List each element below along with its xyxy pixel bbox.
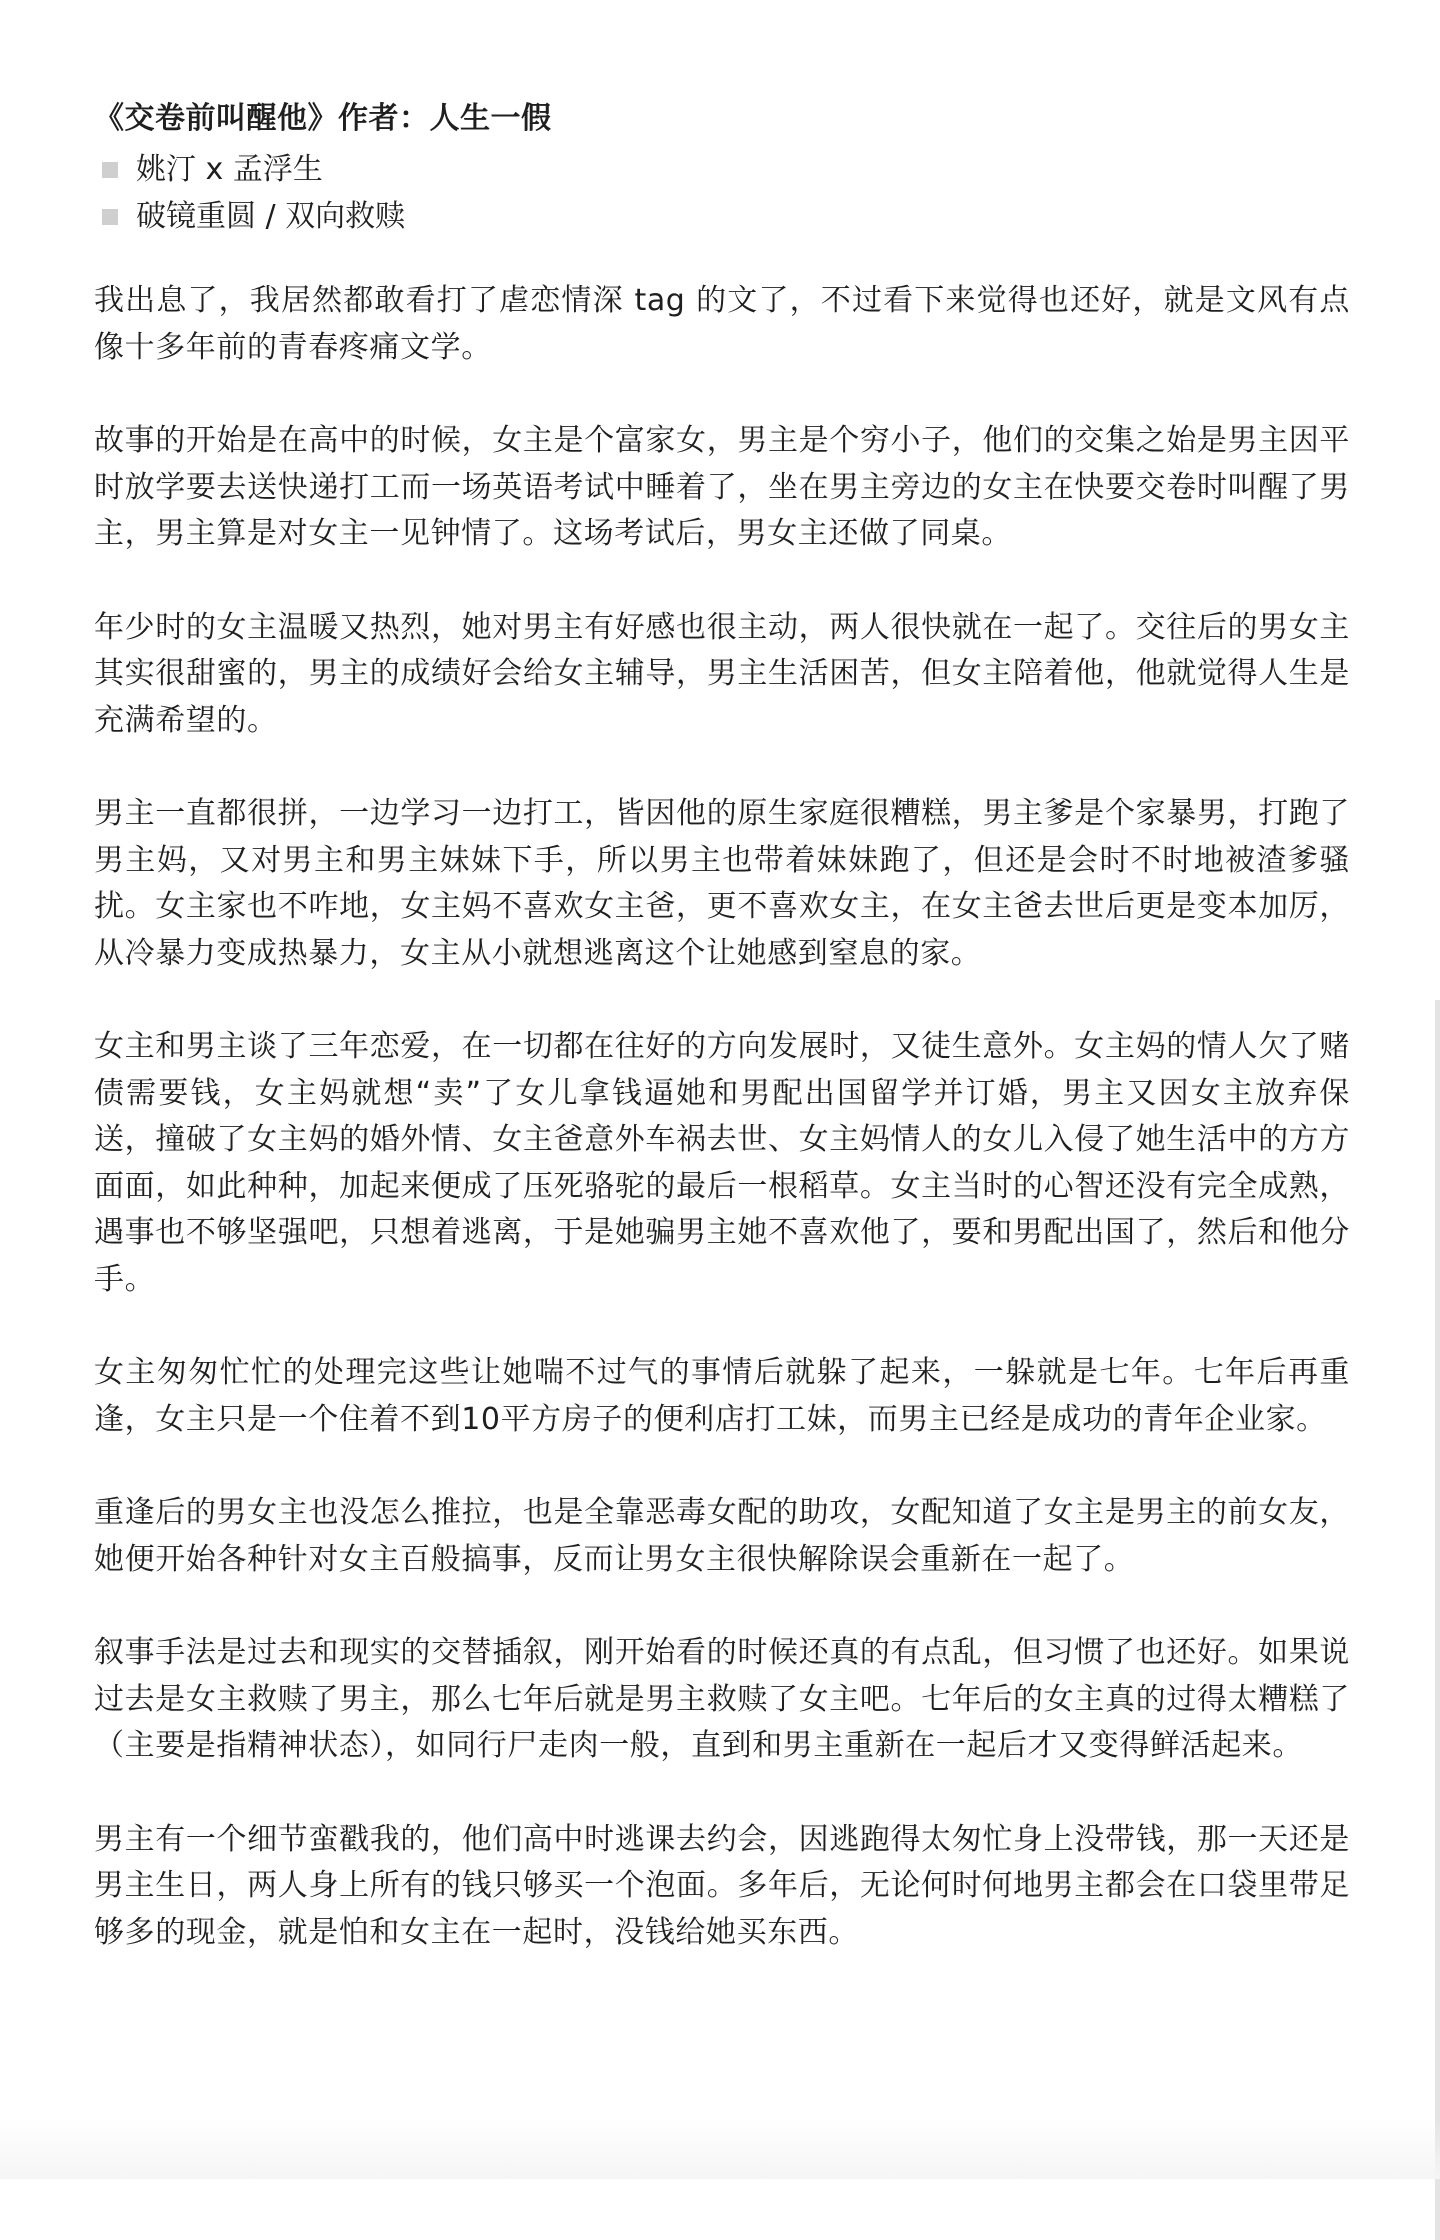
tag-label: 姚汀 x 孟浮生 [136,152,323,187]
review-paragraph: 年少时的女主温暖又热烈，她对男主有好感也很主动，两人很快就在一起了。交往后的男女主其实很甜蜜的，男主的成绩好会给女主辅导，男主生活困苦，但女主陪着他，他就觉得人生是充满希望的。 [94,609,1350,738]
review-paragraph: 叙事手法是过去和现实的交替插叙，刚开始看的时候还真的有点乱，但习惯了也还好。如果说过去是女主救赎了男主，那么七年后就是男主救赎了女主吧。七年后的女主真的过得太糟糕了（主要是指精神状态），如同行尸走肉一般，直到和男主重新在一起后才又变得鲜活起来。 [94,1635,1350,1763]
review-paragraph: 重逢后的男女主也没怎么推拉，也是全靠恶毒女配的助攻，女配知道了女主是男主的前女友，她便开始各种针对女主百般搞事，反而让男女主很快解除误会重新在一起了。 [94,1495,1350,1577]
scrollbar[interactable] [1435,1000,1440,2240]
review-paragraph: 我出息了，我居然都敢看打了虐恋情深 tag 的文了，不过看下来觉得也还好，就是文风有点像十多年前的青春疼痛文学。 [94,283,1350,365]
review-paragraph: 男主一直都很拼，一边学习一边打工，皆因他的原生家庭很糟糕，男主爹是个家暴男，打跑了男主妈，又对男主和男主妹妹下手，所以男主也带着妹妹跑了，但还是会时不时地被渣爹骚扰。女主家也不咋地，女主妈不喜欢女主爸，更不喜欢女主，在女主爸去世后更是变本加厉，从冷暴力变成热暴力，女主从小就想逃离这个让她感到窒息的家。 [94,796,1350,971]
bottom-fade [0,2119,1440,2179]
square-bullet-icon [102,162,118,178]
review-paragraph: 女主和男主谈了三年恋爱，在一切都在往好的方向发展时，又徒生意外。女主妈的情人欠了赌债需要钱，女主妈就想“卖”了女儿拿钱逼她和男配出国留学并订婚，男主又因女主放弃保送，撞破了女主妈的婚外情、女主爸意外车祸去世、女主妈情人的女儿入侵了她生活中的方方面面，如此种种，加起来便成了压死骆驼的最后一根稻草。女主当时的心智还没有完全成熟，遇事也不够坚强吧，只想着逃离，于是她骗男主她不喜欢他了，要和男配出国了，然后和他分手。 [94,1029,1350,1297]
tag-item-genre [94,193,1350,240]
tag-list [94,146,1350,240]
review-paragraph: 故事的开始是在高中的时候，女主是个富家女，男主是个穷小子，他们的交集之始是男主因平时放学要去送快递打工而一场英语考试中睡着了，坐在男主旁边的女主在快要交卷时叫醒了男主，男主算是对女主一见钟情了。这场考试后，男女主还做了同桌。 [94,423,1350,551]
book-title: 《交卷前叫醒他》作者：人生一假 [94,101,552,136]
tag-item-pairing [94,146,1350,193]
review-paragraph: 男主有一个细节蛮戳我的，他们高中时逃课去约会，因逃跑得太匆忙身上没带钱，那一天还是男主生日，两人身上所有的钱只够买一个泡面。多年后，无论何时何地男主都会在口袋里带足够多的现金，就是怕和女主在一起时，没钱给她买东西。 [94,1821,1350,1950]
review-paragraph: 女主匆匆忙忙的处理完这些让她喘不过气的事情后就躲了起来，一躲就是七年。七年后再重逢，女主只是一个住着不到10平方房子的便利店打工妹，而男主已经是成功的青年企业家。 [94,1355,1350,1437]
tag-label: 破镜重圆 / 双向救赎 [136,199,406,234]
square-bullet-icon [102,209,118,225]
note-content [94,96,1350,2003]
